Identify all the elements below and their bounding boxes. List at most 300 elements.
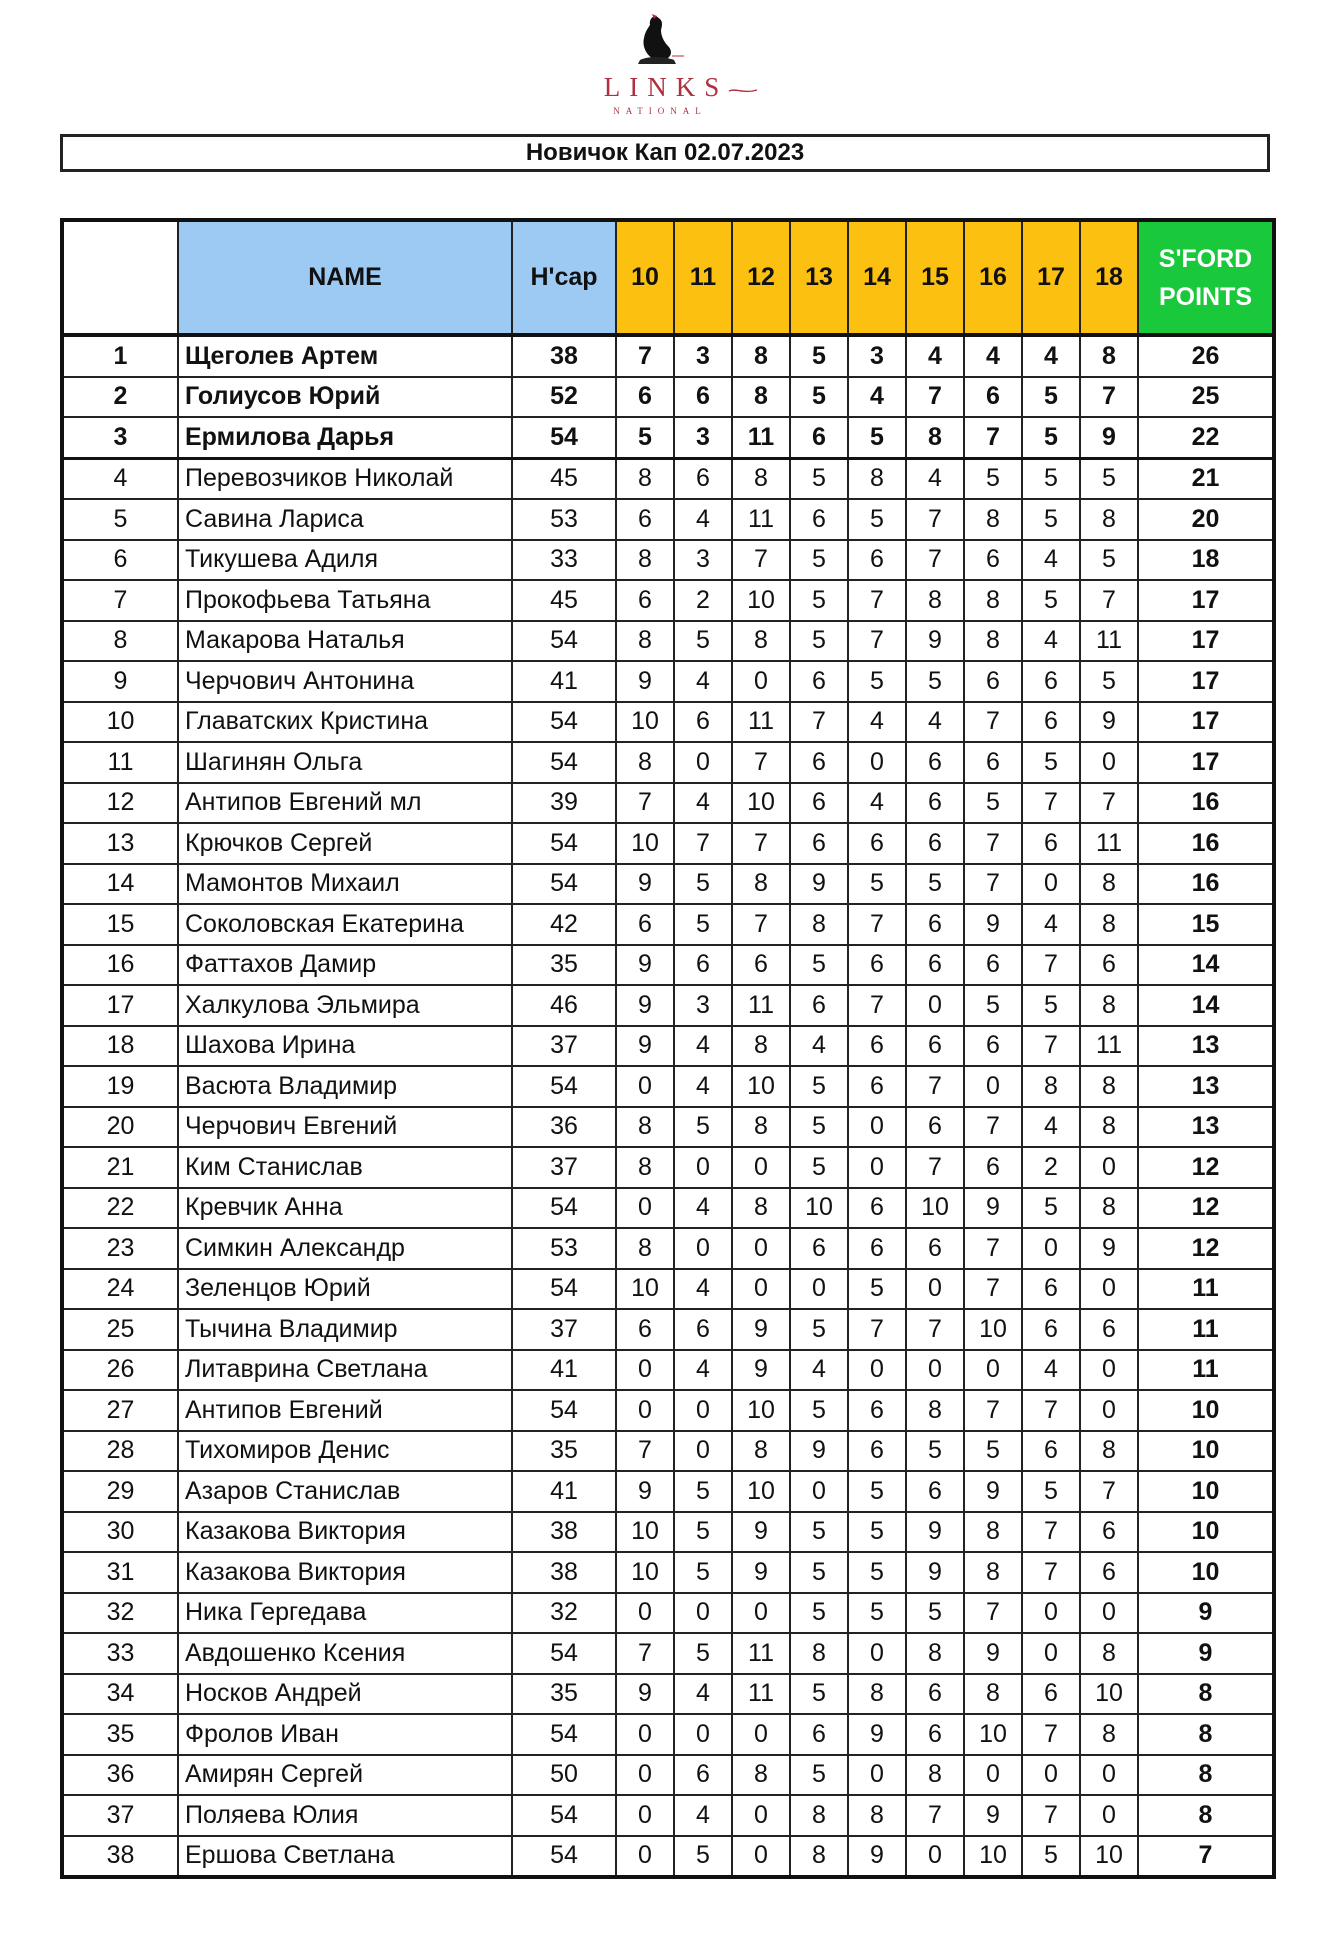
hole-score-cell: 5 [848, 1552, 906, 1593]
position-cell: 1 [62, 335, 178, 377]
hole-score-cell: 6 [906, 783, 964, 824]
hole-score-cell: 6 [964, 661, 1022, 702]
hole-score-cell: 5 [674, 864, 732, 905]
hole-score-cell: 6 [964, 945, 1022, 986]
hole-score-cell: 6 [964, 1026, 1022, 1067]
position-cell: 23 [62, 1228, 178, 1269]
hole-score-cell: 0 [790, 1471, 848, 1512]
hole-score-cell: 3 [674, 540, 732, 581]
position-cell: 8 [62, 621, 178, 662]
hole-header: 14 [848, 220, 906, 335]
hole-score-cell: 4 [906, 335, 964, 377]
hole-score-cell: 4 [674, 783, 732, 824]
player-name-cell: Казакова Виктория [178, 1512, 512, 1553]
hole-score-cell: 8 [906, 580, 964, 621]
handicap-cell: 52 [512, 377, 616, 418]
hole-score-cell: 5 [1022, 499, 1080, 540]
player-name-cell: Голиусов Юрий [178, 377, 512, 418]
hole-score-cell: 0 [732, 1593, 790, 1634]
hole-score-cell: 8 [1080, 1431, 1138, 1472]
handicap-cell: 54 [512, 1836, 616, 1878]
hole-score-cell: 5 [848, 1593, 906, 1634]
hole-score-cell: 5 [674, 621, 732, 662]
hole-score-cell: 5 [674, 1512, 732, 1553]
player-name-cell: Антипов Евгений [178, 1390, 512, 1431]
hole-header: 12 [732, 220, 790, 335]
hole-score-cell: 5 [1022, 1836, 1080, 1878]
hole-score-cell: 0 [1022, 1228, 1080, 1269]
hole-score-cell: 0 [732, 1795, 790, 1836]
player-name-cell: Крючков Сергей [178, 823, 512, 864]
points-header-line2: POINTS [1158, 282, 1253, 311]
hole-score-cell: 10 [964, 1836, 1022, 1878]
hole-header: 10 [616, 220, 674, 335]
hole-score-cell: 0 [848, 1107, 906, 1148]
table-row [62, 1066, 1274, 1107]
position-cell: 17 [62, 985, 178, 1026]
hole-score-cell: 4 [848, 702, 906, 743]
hole-score-cell: 5 [1080, 540, 1138, 581]
hole-score-cell: 7 [1080, 377, 1138, 418]
position-cell: 3 [62, 417, 178, 458]
hole-score-cell: 7 [964, 417, 1022, 458]
hole-score-cell: 2 [1022, 1147, 1080, 1188]
hole-score-cell: 5 [964, 985, 1022, 1026]
hole-score-cell: 6 [616, 904, 674, 945]
hole-score-cell: 0 [674, 1228, 732, 1269]
hole-score-cell: 7 [964, 823, 1022, 864]
points-cell: 8 [1138, 1795, 1274, 1836]
hole-score-cell: 7 [848, 621, 906, 662]
handicap-cell: 45 [512, 458, 616, 499]
hole-score-cell: 8 [848, 1795, 906, 1836]
hole-score-cell: 8 [732, 1431, 790, 1472]
hole-score-cell: 6 [848, 1431, 906, 1472]
player-name-cell: Азаров Станислав [178, 1471, 512, 1512]
hole-score-cell: 4 [906, 458, 964, 499]
handicap-cell: 54 [512, 742, 616, 783]
position-cell: 18 [62, 1026, 178, 1067]
table-row [62, 864, 1274, 905]
hole-score-cell: 8 [732, 864, 790, 905]
points-cell: 26 [1138, 335, 1274, 377]
hole-score-cell: 9 [964, 904, 1022, 945]
hole-score-cell: 7 [1022, 1390, 1080, 1431]
hole-score-cell: 5 [790, 1066, 848, 1107]
hole-score-cell: 8 [616, 1147, 674, 1188]
handicap-cell: 39 [512, 783, 616, 824]
handicap-cell: 35 [512, 1674, 616, 1715]
hole-score-cell: 6 [790, 1228, 848, 1269]
hole-score-cell: 4 [848, 377, 906, 418]
player-name-cell: Черчович Евгений [178, 1107, 512, 1148]
position-cell: 35 [62, 1714, 178, 1755]
hole-score-cell: 7 [906, 377, 964, 418]
hole-score-cell: 0 [964, 1066, 1022, 1107]
position-cell: 38 [62, 1836, 178, 1878]
handicap-cell: 41 [512, 1350, 616, 1391]
hole-score-cell: 6 [1022, 1431, 1080, 1472]
hole-score-cell: 0 [906, 985, 964, 1026]
hole-score-cell: 7 [964, 1593, 1022, 1634]
handicap-cell: 50 [512, 1755, 616, 1796]
hole-score-cell: 7 [1022, 945, 1080, 986]
handicap-cell: 54 [512, 1066, 616, 1107]
hole-score-cell: 4 [1022, 621, 1080, 662]
hole-score-cell: 5 [674, 904, 732, 945]
hole-score-cell: 6 [674, 702, 732, 743]
hole-score-cell: 7 [732, 904, 790, 945]
hole-score-cell: 4 [674, 1066, 732, 1107]
results-body [62, 335, 1274, 1877]
hole-score-cell: 9 [1080, 1228, 1138, 1269]
hole-score-cell: 7 [906, 1309, 964, 1350]
hole-score-cell: 5 [790, 1674, 848, 1715]
handicap-header: H'cap [512, 220, 616, 335]
handicap-cell: 54 [512, 1795, 616, 1836]
hole-score-cell: 10 [790, 1188, 848, 1229]
hole-score-cell: 0 [1022, 864, 1080, 905]
position-cell: 7 [62, 580, 178, 621]
position-cell: 2 [62, 377, 178, 418]
points-cell: 16 [1138, 864, 1274, 905]
hole-score-cell: 8 [616, 1107, 674, 1148]
position-cell: 20 [62, 1107, 178, 1148]
hole-score-cell: 0 [964, 1350, 1022, 1391]
position-cell: 32 [62, 1593, 178, 1634]
event-title-text: Новичок Кап 02.07.2023 [525, 139, 805, 166]
hole-score-cell: 0 [1022, 1755, 1080, 1796]
hole-score-cell: 6 [848, 1066, 906, 1107]
hole-score-cell: 5 [790, 621, 848, 662]
hole-score-cell: 6 [848, 945, 906, 986]
hole-score-cell: 0 [1080, 1795, 1138, 1836]
player-name-cell: Литаврина Светлана [178, 1350, 512, 1391]
hole-score-cell: 8 [1080, 1714, 1138, 1755]
position-cell: 4 [62, 458, 178, 499]
hole-score-cell: 8 [1080, 1633, 1138, 1674]
hole-score-cell: 5 [790, 1107, 848, 1148]
hole-score-cell: 5 [790, 945, 848, 986]
table-row [62, 904, 1274, 945]
hole-score-cell: 4 [1022, 1107, 1080, 1148]
header-row [62, 220, 1274, 335]
hole-score-cell: 9 [732, 1309, 790, 1350]
position-header [62, 220, 178, 335]
hole-score-cell: 8 [1080, 335, 1138, 377]
hole-score-cell: 11 [732, 1674, 790, 1715]
table-row [62, 458, 1274, 499]
table-row [62, 335, 1274, 377]
event-title [60, 134, 1270, 172]
position-cell: 13 [62, 823, 178, 864]
hole-header: 15 [906, 220, 964, 335]
points-cell: 13 [1138, 1107, 1274, 1148]
position-cell: 34 [62, 1674, 178, 1715]
hole-score-cell: 8 [732, 377, 790, 418]
hole-score-cell: 0 [616, 1714, 674, 1755]
table-row [62, 1471, 1274, 1512]
points-header [1138, 220, 1274, 335]
points-cell: 17 [1138, 621, 1274, 662]
hole-score-cell: 4 [790, 1026, 848, 1067]
hole-score-cell: 5 [906, 1431, 964, 1472]
hole-score-cell: 5 [848, 499, 906, 540]
hole-score-cell: 11 [732, 417, 790, 458]
hole-score-cell: 9 [616, 661, 674, 702]
hole-score-cell: 0 [1080, 1269, 1138, 1310]
links-national-logo [560, 10, 760, 120]
hole-score-cell: 5 [964, 1431, 1022, 1472]
hole-score-cell: 6 [790, 783, 848, 824]
handicap-cell: 54 [512, 823, 616, 864]
hole-score-cell: 6 [964, 742, 1022, 783]
position-cell: 36 [62, 1755, 178, 1796]
hole-score-cell: 5 [906, 661, 964, 702]
points-cell: 10 [1138, 1552, 1274, 1593]
position-cell: 25 [62, 1309, 178, 1350]
position-cell: 9 [62, 661, 178, 702]
hole-header: 16 [964, 220, 1022, 335]
hole-score-cell: 5 [790, 1512, 848, 1553]
hole-score-cell: 7 [1080, 580, 1138, 621]
handicap-cell: 33 [512, 540, 616, 581]
points-cell: 8 [1138, 1755, 1274, 1796]
hole-score-cell: 11 [732, 702, 790, 743]
hole-score-cell: 8 [1080, 499, 1138, 540]
hole-score-cell: 7 [906, 1147, 964, 1188]
handicap-cell: 54 [512, 702, 616, 743]
table-row [62, 1228, 1274, 1269]
hole-score-cell: 10 [964, 1309, 1022, 1350]
hole-score-cell: 8 [906, 417, 964, 458]
position-cell: 27 [62, 1390, 178, 1431]
hole-score-cell: 6 [964, 377, 1022, 418]
handicap-cell: 54 [512, 417, 616, 458]
hole-score-cell: 8 [616, 1228, 674, 1269]
hole-score-cell: 8 [906, 1633, 964, 1674]
hole-score-cell: 5 [616, 417, 674, 458]
hole-score-cell: 9 [616, 945, 674, 986]
points-cell: 17 [1138, 702, 1274, 743]
hole-score-cell: 7 [848, 580, 906, 621]
hole-score-cell: 6 [674, 377, 732, 418]
hole-score-cell: 9 [906, 1512, 964, 1553]
hole-score-cell: 4 [1022, 1350, 1080, 1391]
points-cell: 10 [1138, 1431, 1274, 1472]
hole-score-cell: 10 [1080, 1836, 1138, 1878]
table-row [62, 1795, 1274, 1836]
hole-score-cell: 5 [848, 1471, 906, 1512]
hole-score-cell: 5 [790, 1552, 848, 1593]
hole-score-cell: 5 [1022, 1188, 1080, 1229]
player-name-cell: Носков Андрей [178, 1674, 512, 1715]
hole-score-cell: 6 [1022, 702, 1080, 743]
hole-score-cell: 5 [1022, 1471, 1080, 1512]
hole-score-cell: 8 [616, 621, 674, 662]
hole-score-cell: 5 [674, 1107, 732, 1148]
hole-score-cell: 5 [848, 1269, 906, 1310]
hole-score-cell: 5 [790, 580, 848, 621]
hole-score-cell: 5 [1022, 377, 1080, 418]
position-cell: 16 [62, 945, 178, 986]
hole-score-cell: 7 [848, 985, 906, 1026]
hole-score-cell: 9 [616, 864, 674, 905]
table-row [62, 945, 1274, 986]
hole-score-cell: 0 [732, 1836, 790, 1878]
hole-score-cell: 5 [790, 377, 848, 418]
table-row [62, 1309, 1274, 1350]
hole-score-cell: 4 [848, 783, 906, 824]
table-row [62, 1188, 1274, 1229]
hole-score-cell: 0 [1080, 1390, 1138, 1431]
hole-score-cell: 5 [1022, 985, 1080, 1026]
hole-score-cell: 0 [674, 1431, 732, 1472]
hole-score-cell: 9 [964, 1633, 1022, 1674]
hole-score-cell: 8 [1080, 864, 1138, 905]
points-cell: 16 [1138, 823, 1274, 864]
hole-score-cell: 5 [848, 864, 906, 905]
points-cell: 12 [1138, 1147, 1274, 1188]
hole-score-cell: 6 [790, 1714, 848, 1755]
player-name-cell: Кревчик Анна [178, 1188, 512, 1229]
position-cell: 6 [62, 540, 178, 581]
hole-score-cell: 0 [616, 1390, 674, 1431]
player-name-cell: Главатских Кристина [178, 702, 512, 743]
hole-score-cell: 6 [906, 1107, 964, 1148]
player-name-cell: Тычина Владимир [178, 1309, 512, 1350]
hole-score-cell: 6 [848, 1390, 906, 1431]
table-row [62, 985, 1274, 1026]
hole-score-cell: 10 [732, 1066, 790, 1107]
table-row [62, 540, 1274, 581]
hole-score-cell: 8 [1080, 1107, 1138, 1148]
hole-score-cell: 8 [732, 458, 790, 499]
hole-score-cell: 6 [1080, 1552, 1138, 1593]
handicap-cell: 32 [512, 1593, 616, 1634]
hole-score-cell: 0 [848, 1633, 906, 1674]
hole-score-cell: 5 [964, 458, 1022, 499]
hole-score-cell: 5 [1022, 458, 1080, 499]
table-row [62, 1836, 1274, 1878]
table-row [62, 1147, 1274, 1188]
hole-score-cell: 0 [732, 1228, 790, 1269]
handicap-cell: 38 [512, 1552, 616, 1593]
hole-score-cell: 6 [1022, 823, 1080, 864]
hole-score-cell: 6 [964, 1147, 1022, 1188]
hole-score-cell: 5 [790, 1755, 848, 1796]
table-row [62, 499, 1274, 540]
position-cell: 19 [62, 1066, 178, 1107]
hole-score-cell: 0 [674, 1714, 732, 1755]
points-cell: 8 [1138, 1714, 1274, 1755]
hole-score-cell: 8 [732, 1755, 790, 1796]
points-cell: 9 [1138, 1593, 1274, 1634]
hole-score-cell: 5 [790, 1593, 848, 1634]
hole-score-cell: 0 [1080, 1593, 1138, 1634]
hole-score-cell: 7 [1022, 1795, 1080, 1836]
hole-score-cell: 8 [964, 1512, 1022, 1553]
hole-score-cell: 0 [674, 1147, 732, 1188]
hole-score-cell: 0 [906, 1350, 964, 1391]
handicap-cell: 54 [512, 1390, 616, 1431]
hole-score-cell: 6 [790, 499, 848, 540]
hole-score-cell: 6 [616, 499, 674, 540]
hole-score-cell: 0 [790, 1269, 848, 1310]
handicap-cell: 36 [512, 1107, 616, 1148]
hole-score-cell: 7 [964, 1390, 1022, 1431]
hole-score-cell: 6 [906, 1026, 964, 1067]
player-name-cell: Прокофьева Татьяна [178, 580, 512, 621]
hole-score-cell: 7 [1022, 1512, 1080, 1553]
hole-score-cell: 9 [732, 1552, 790, 1593]
table-row [62, 1674, 1274, 1715]
hole-score-cell: 8 [732, 1107, 790, 1148]
table-row [62, 742, 1274, 783]
hole-score-cell: 9 [906, 1552, 964, 1593]
brand-name: LINKS [603, 72, 729, 102]
hole-score-cell: 6 [616, 377, 674, 418]
hole-score-cell: 8 [790, 1836, 848, 1878]
hole-score-cell: 10 [732, 1390, 790, 1431]
player-name-cell: Ника Гергедава [178, 1593, 512, 1634]
position-cell: 31 [62, 1552, 178, 1593]
hole-score-cell: 0 [674, 1390, 732, 1431]
player-name-cell: Тихомиров Денис [178, 1431, 512, 1472]
hole-score-cell: 0 [848, 1755, 906, 1796]
hole-score-cell: 5 [790, 1147, 848, 1188]
hole-score-cell: 8 [732, 1188, 790, 1229]
hole-score-cell: 4 [674, 1350, 732, 1391]
hole-score-cell: 9 [616, 1026, 674, 1067]
hole-score-cell: 6 [1022, 1269, 1080, 1310]
hole-score-cell: 9 [1080, 417, 1138, 458]
player-name-cell: Ким Станислав [178, 1147, 512, 1188]
hole-score-cell: 0 [616, 1188, 674, 1229]
hole-score-cell: 7 [906, 1066, 964, 1107]
hole-score-cell: 10 [964, 1714, 1022, 1755]
handicap-cell: 54 [512, 1633, 616, 1674]
hole-score-cell: 8 [964, 580, 1022, 621]
hole-score-cell: 0 [1022, 1633, 1080, 1674]
table-row [62, 1633, 1274, 1674]
player-name-cell: Тикушева Адиля [178, 540, 512, 581]
hole-score-cell: 3 [674, 985, 732, 1026]
hole-score-cell: 5 [790, 1309, 848, 1350]
position-cell: 11 [62, 742, 178, 783]
player-name-cell: Амирян Сергей [178, 1755, 512, 1796]
hole-score-cell: 5 [674, 1471, 732, 1512]
handicap-cell: 54 [512, 1188, 616, 1229]
hole-header: 13 [790, 220, 848, 335]
hole-score-cell: 7 [1080, 1471, 1138, 1512]
hole-score-cell: 0 [1022, 1593, 1080, 1634]
hole-score-cell: 4 [790, 1350, 848, 1391]
hole-score-cell: 0 [616, 1066, 674, 1107]
hole-score-cell: 0 [616, 1350, 674, 1391]
hole-score-cell: 8 [1080, 1066, 1138, 1107]
points-cell: 14 [1138, 985, 1274, 1026]
hole-score-cell: 6 [906, 742, 964, 783]
handicap-cell: 38 [512, 1512, 616, 1553]
points-cell: 16 [1138, 783, 1274, 824]
hole-score-cell: 6 [906, 1674, 964, 1715]
position-cell: 33 [62, 1633, 178, 1674]
hole-score-cell: 10 [616, 823, 674, 864]
hole-score-cell: 8 [906, 1755, 964, 1796]
hole-score-cell: 5 [674, 1836, 732, 1878]
table-row [62, 1107, 1274, 1148]
